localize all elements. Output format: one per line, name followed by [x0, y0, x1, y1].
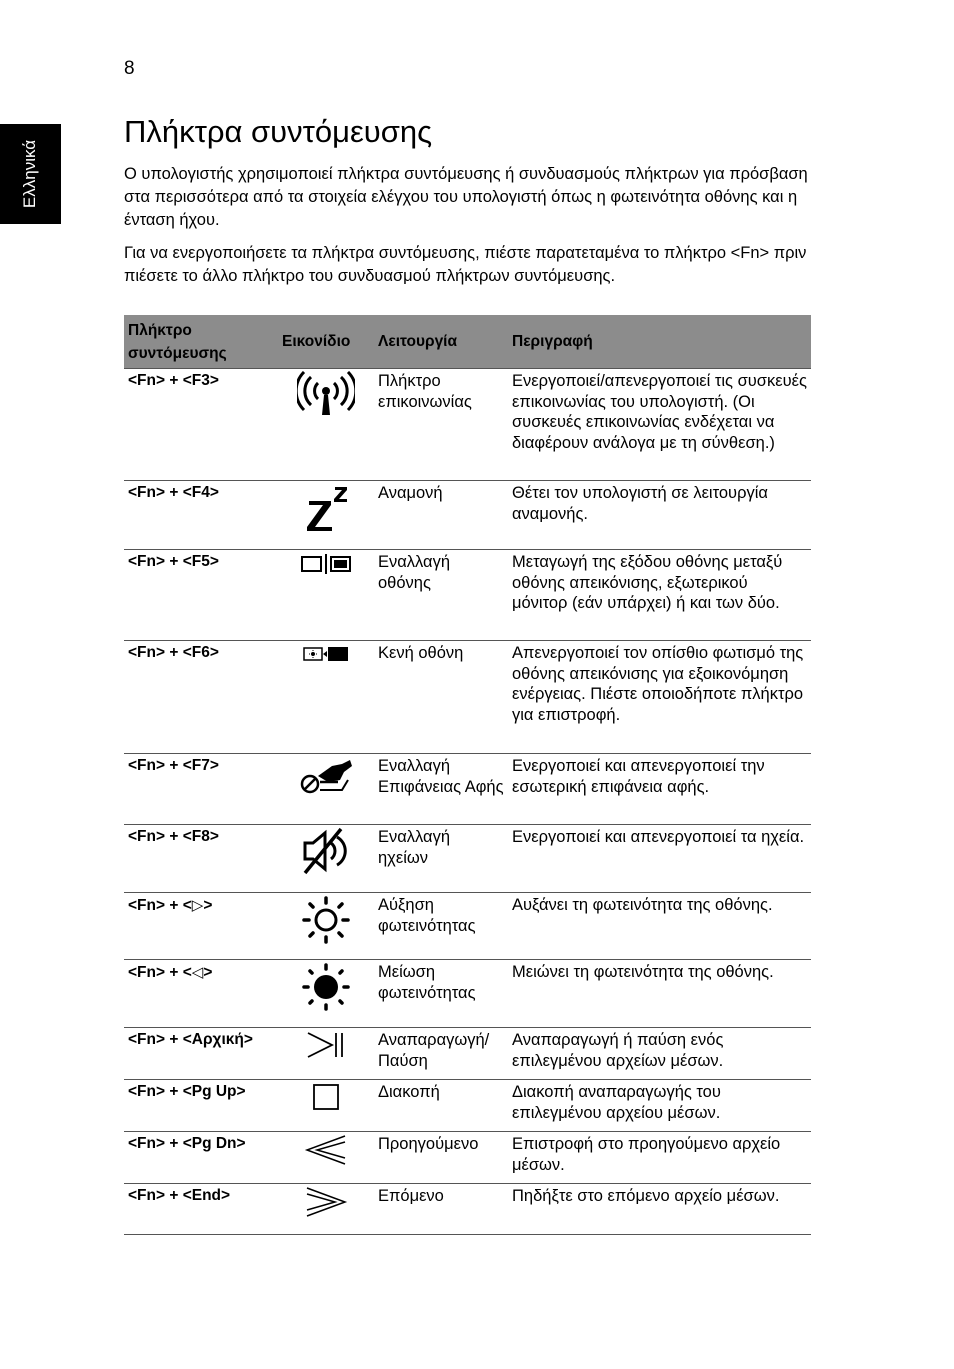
hotkey-suffix: > [203, 897, 213, 914]
table-row [124, 481, 811, 550]
table-row [124, 369, 811, 481]
function-cell: Αναπαραγωγή/ Παύση [374, 1028, 508, 1080]
hotkey-cell: <Fn> + <Αρχική> [124, 1028, 278, 1080]
function-cell: Εναλλαγή Επιφάνειας Αφής [374, 754, 508, 825]
hotkeys-table [124, 315, 811, 1235]
wireless-communication-icon [297, 371, 355, 417]
function-cell: Εναλλαγή ηχείων [374, 825, 508, 893]
hotkey-cell: <Fn> + <F4> [124, 481, 278, 550]
function-cell: Πλήκτρο επικοινωνίας [374, 369, 508, 481]
left-arrow-key-icon: ◁ [191, 963, 204, 981]
description-cell: Διακοπή αναπαραγωγής του επιλεγμένου αρχείου μέσων. [508, 1080, 811, 1132]
function-cell: Μείωση φωτεινότητας [374, 960, 508, 1028]
table-row [124, 1028, 811, 1080]
brightness-down-icon [301, 962, 351, 1012]
play-pause-icon [304, 1030, 348, 1060]
table-row [124, 1080, 811, 1132]
brightness-up-icon [301, 895, 351, 945]
hotkey-cell: <Fn> + <Pg Dn> [124, 1132, 278, 1184]
hotkey-prefix: <Fn> + < [128, 964, 192, 981]
header-hotkey: Πλήκτρο συντόμευσης [124, 315, 278, 369]
sleep-icon [301, 483, 351, 533]
description-cell: Αυξάνει τη φωτεινότητα της οθόνης. [508, 893, 811, 960]
next-icon [303, 1186, 349, 1218]
description-cell: Ενεργοποιεί/απενεργοποιεί τις συσκευές επικοινωνίας του υπολογιστή. (Οι συσκευές επικοινωνίας ενδέχεται να διαφέρουν ανάλογα με τη σύνθεση.) [508, 369, 811, 481]
hotkey-cell [124, 960, 278, 1028]
table-row [124, 960, 811, 1028]
hotkey-suffix: > [203, 964, 213, 981]
description-cell: Μεταγωγή της εξόδου οθόνης μεταξύ οθόνης απεικόνισης, εξωτερικού μόνιτορ (εάν υπάρχει) ή και των δύο. [508, 550, 811, 641]
table-row [124, 825, 811, 893]
function-cell: Εναλλαγή οθόνης [374, 550, 508, 641]
function-cell: Αύξηση φωτεινότητας [374, 893, 508, 960]
right-arrow-key-icon: ▷ [191, 896, 204, 914]
hotkey-cell: <Fn> + <End> [124, 1184, 278, 1235]
language-label: Ελληνικά [20, 139, 39, 209]
stop-icon [309, 1082, 343, 1112]
function-cell: Επόμενο [374, 1184, 508, 1235]
description-cell: Ενεργοποιεί και απενεργοποιεί την εσωτερική επιφάνεια αφής. [508, 754, 811, 825]
description-cell: Πηδήξτε στο επόμενο αρχείο μέσων. [508, 1184, 811, 1235]
function-cell: Προηγούμενο [374, 1132, 508, 1184]
speaker-toggle-icon [299, 827, 353, 875]
display-toggle-icon [298, 552, 354, 576]
description-cell: Αναπαραγωγή ή παύση ενός επιλεγμένου αρχείων μέσων. [508, 1028, 811, 1080]
description-cell: Απενεργοποιεί τον οπίσθιο φωτισμό της οθόνης απεικόνισης για εξοικονόμηση ενέργειας. Πιέστε οποιοδήποτε πλήκτρο για επιστροφή. [508, 641, 811, 754]
hotkey-cell: <Fn> + <F5> [124, 550, 278, 641]
hotkey-cell: <Fn> + <F7> [124, 754, 278, 825]
header-function: Λειτουργία [374, 315, 508, 369]
hotkey-cell [124, 893, 278, 960]
table-row [124, 754, 811, 825]
hotkey-cell: <Fn> + <F3> [124, 369, 278, 481]
hotkey-prefix: <Fn> + < [128, 897, 192, 914]
table-header-row [124, 315, 811, 369]
hotkey-cell: <Fn> + <F8> [124, 825, 278, 893]
table-row [124, 1132, 811, 1184]
description-cell: Θέτει τον υπολογιστή σε λειτουργία αναμονής. [508, 481, 811, 550]
table-row [124, 893, 811, 960]
page-title: Πλήκτρα συντόμευσης [124, 114, 433, 149]
function-cell: Κενή οθόνη [374, 641, 508, 754]
description-cell: Μειώνει τη φωτεινότητα της οθόνης. [508, 960, 811, 1028]
hotkey-cell: <Fn> + <F6> [124, 641, 278, 754]
screen-blank-icon [298, 643, 354, 665]
table-row [124, 1184, 811, 1235]
language-side-tab [0, 124, 61, 224]
function-cell: Αναμονή [374, 481, 508, 550]
instructions-paragraph: Για να ενεργοποιήσετε τα πλήκτρα συντόμευσης, πιέστε παρατεταμένα το πλήκτρο <Fn> πριν πιέσετε το άλλο πλήκτρο του συνδυασμού πλήκτρων συντόμευσης. [124, 244, 807, 285]
previous-icon [303, 1134, 349, 1166]
hotkey-cell: <Fn> + <Pg Up> [124, 1080, 278, 1132]
intro-paragraph: Ο υπολογιστής χρησιμοποιεί πλήκτρα συντόμευσης ή συνδυασμούς πλήκτρων για πρόσβαση στα περισσότερα από τα στοιχεία ελέγχου του υπολογιστή όπως η φωτεινότητα οθόνης και η ένταση ήχου. [124, 165, 808, 229]
description-cell: Ενεργοποιεί και απενεργοποιεί τα ηχεία. [508, 825, 811, 893]
table-row [124, 550, 811, 641]
table-row [124, 641, 811, 754]
header-description: Περιγραφή [508, 315, 811, 369]
touchpad-toggle-icon [298, 756, 354, 796]
function-cell: Διακοπή [374, 1080, 508, 1132]
page-number: 8 [124, 58, 135, 79]
header-icon: Εικονίδιο [278, 315, 374, 369]
description-cell: Επιστροφή στο προηγούμενο αρχείο μέσων. [508, 1132, 811, 1184]
